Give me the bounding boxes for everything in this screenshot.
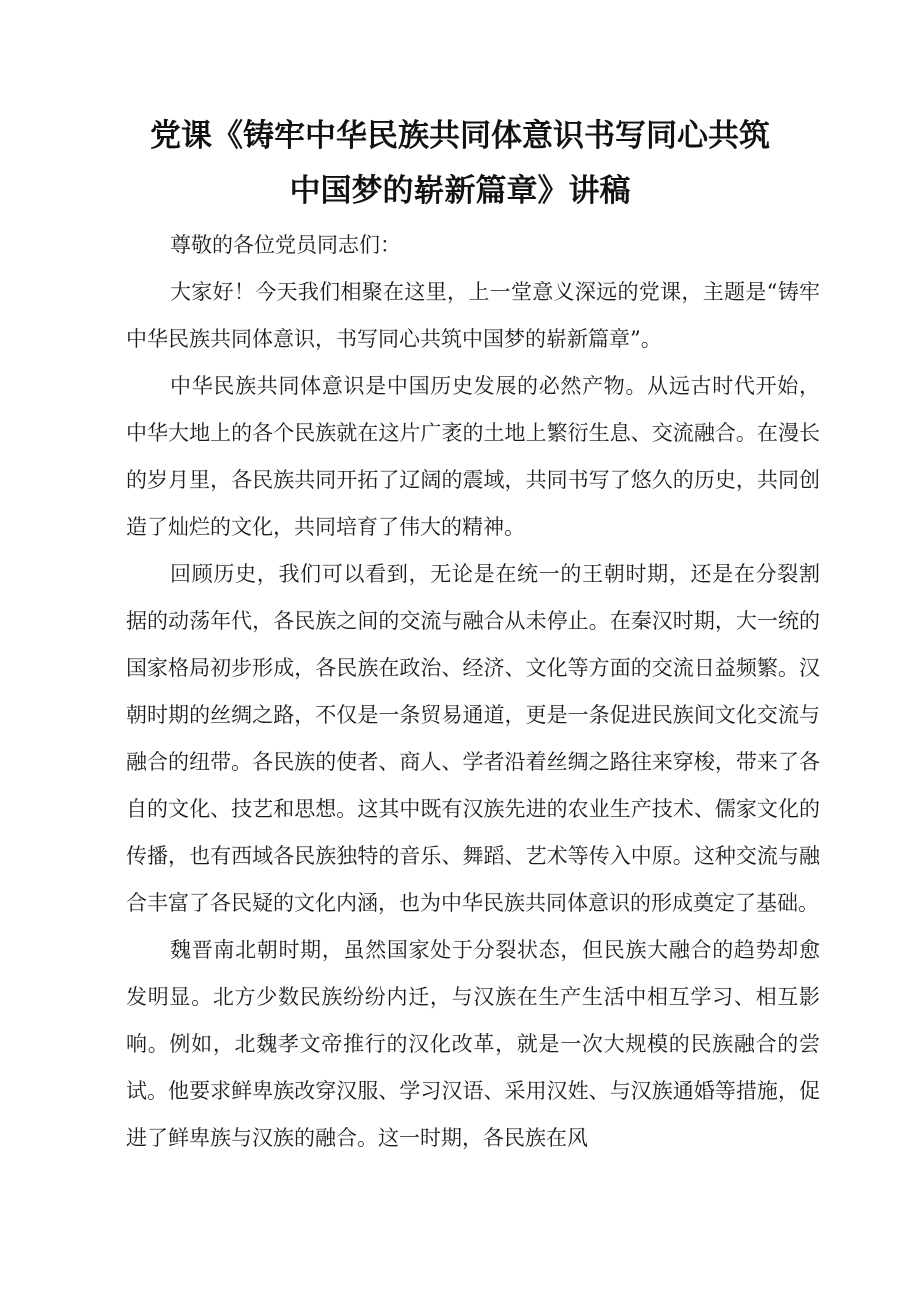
document-body	[126, 222, 820, 1162]
salutation: 尊敬的各位党员同志们：	[170, 233, 401, 257]
document-title-line-2: 中国梦的崭新篇章》讲稿	[289, 173, 631, 209]
paragraph-4: 魏晋南北朝时期，虽然国家处于分裂状态，但民族大融合的趋势却愈发明显。北方少数民族纷纷内迁，与汉族在生产生活中相互学习、相互影响。例如，北魏孝文帝推行的汉化改革，就是一次大规模的民族融合的尝试。他要求鲜卑族改穿汉服、学习汉语、采用汉姓、与汉族通婚等措施，促进了鲜卑族与汉族的融合。这一时期，各民族在风	[126, 938, 820, 1150]
document-title-line-1: 党课《铸牢中华民族共同体意识书写同心共筑	[150, 118, 770, 154]
paragraph-3: 回顾历史，我们可以看到，无论是在统一的王朝时期，还是在分裂割据的动荡年代，各民族之间的交流与融合从未停止。在秦汉时期，大一统的国家格局初步形成，各民族在政治、经济、文化等方面的交流日益频繁。汉朝时期的丝绸之路，不仅是一条贸易通道，更是一条促进民族间文化交流与融合的纽带。各民族的使者、商人、学者沿着丝绸之路往来穿梭，带来了各自的文化、技艺和思想。这其中既有汉族先进的农业生产技术、儒家文化的传播，也有西域各民族独特的音乐、舞蹈、艺术等传入中原。这种交流与融合丰富了各民疑的文化内涵，也为中华民族共同体意识的形成奠定了基础。	[126, 562, 820, 915]
paragraph-1: 大家好！今天我们相聚在这里，上一堂意义深远的党课，主题是“铸牢中华民族共同体意识，书写同心共筑中国梦的崭新篇章”。	[126, 280, 820, 351]
paragraph-2: 中华民族共同体意识是中国历史发展的必然产物。从远古时代开始，中华大地上的各个民族就在这片广袤的土地上繁衍生息、交流融合。在漫长的岁月里，各民族共同开拓了辽阔的震域，共同书写了悠久的历史，共同创造了灿烂的文化，共同培育了伟大的精神。	[126, 374, 820, 539]
